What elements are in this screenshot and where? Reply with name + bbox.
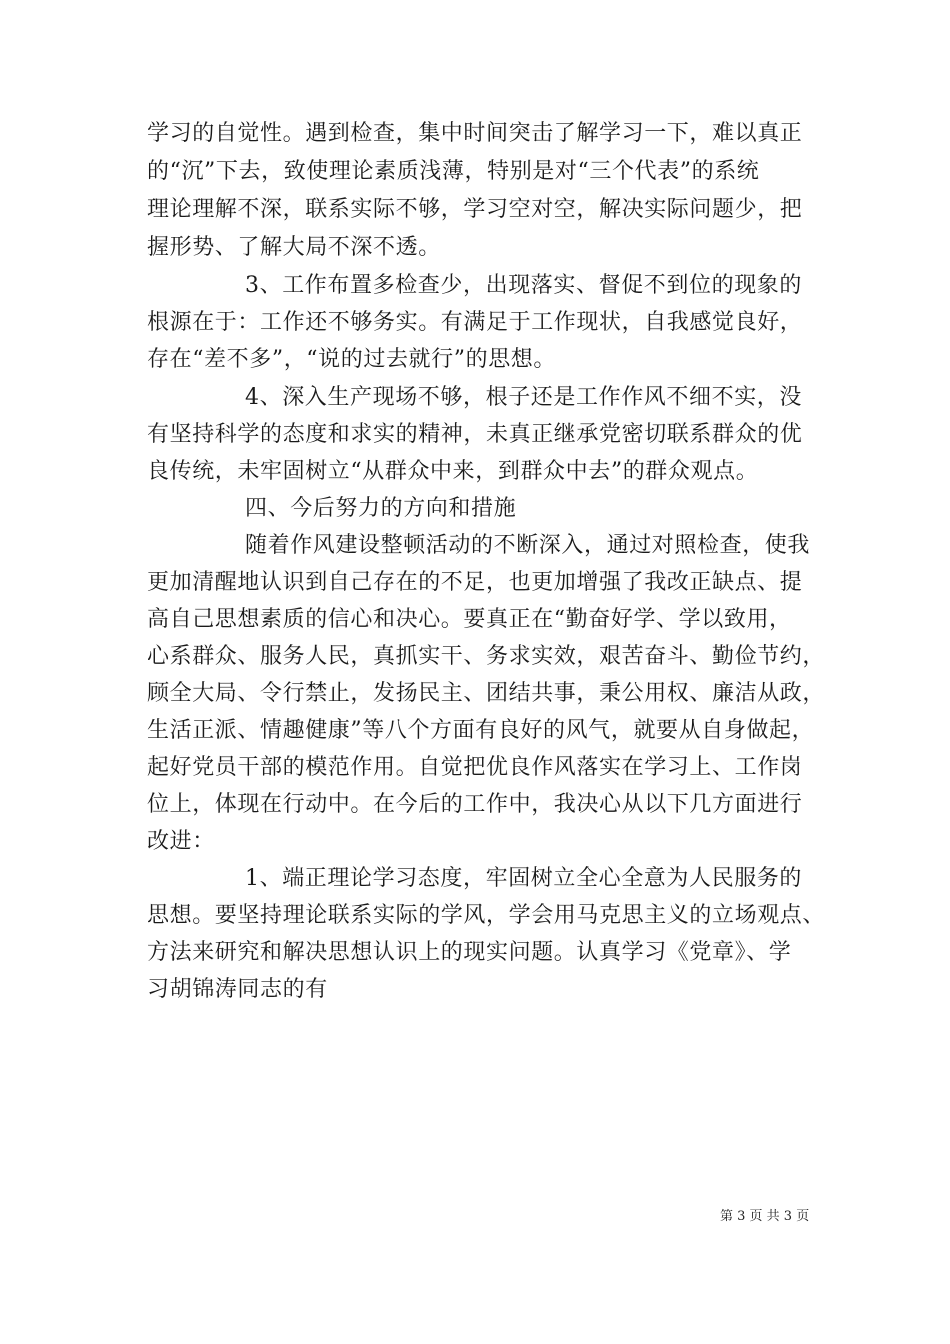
- body-text-line: 生活正派、情趣健康”等八个方面有良好的风气，就要从自身做起，: [147, 718, 815, 743]
- body-text-line: 高自己思想素质的信心和决心。要真正在“勤奋好学、学以致用，: [147, 607, 792, 632]
- body-text-line: 存在“差不多”，“说的过去就行”的思想。: [147, 347, 556, 372]
- body-text-line: 理论理解不深，联系实际不够，学习空对空，解决实际问题少，把: [147, 197, 803, 222]
- body-text-line: 良传统，未牢固树立“从群众中来，到群众中去”的群众观点。: [147, 459, 759, 484]
- body-text-line: 有坚持科学的态度和求实的精神，未真正继承党密切联系群众的优: [147, 422, 803, 447]
- body-text-line: 心系群众、服务人民，真抓实干、务求实效，艰苦奋斗、勤俭节约，: [147, 644, 826, 669]
- body-text-line: 随着作风建设整顿活动的不断深入，通过对照检查，使我: [245, 533, 811, 558]
- body-text-line: 方法来研究和解决思想认识上的现实问题。认真学习《党章》、学: [147, 940, 792, 965]
- body-text-line: 握形势、了解大局不深不透。: [147, 235, 441, 260]
- page-number: 第 3 页 共 3 页: [720, 1209, 810, 1224]
- section-heading: 四、今后努力的方向和措施: [245, 496, 517, 521]
- body-text-line: 起好党员干部的模范作用。自觉把优良作风落实在学习上、工作岗: [147, 755, 803, 780]
- body-text-line: 改进：: [147, 829, 215, 854]
- body-text-line: 3、工作布置多检查少，出现落实、督促不到位的现象的: [245, 273, 802, 298]
- body-text-line: 顾全大局、令行禁止，发扬民主、团结共事，秉公用权、廉洁从政，: [147, 681, 826, 706]
- body-text-line: 习胡锦涛同志的有: [147, 977, 328, 1002]
- body-text-line: 的“沉”下去，致使理论素质浅薄，特别是对“三个代表”的系统: [147, 159, 760, 184]
- body-text-line: 学习的自觉性。遇到检查，集中时间突击了解学习一下，难以真正: [147, 121, 803, 146]
- body-text-line: 更加清醒地认识到自己存在的不足，也更加增强了我改正缺点、提: [147, 570, 803, 595]
- body-text-line: 根源在于：工作还不够务实。有满足于工作现状，自我感觉良好，: [147, 310, 803, 335]
- body-text-line: 4、深入生产现场不够，根子还是工作作风不细不实，没: [245, 385, 802, 410]
- body-text-line: 思想。要坚持理论联系实际的学风，学会用马克思主义的立场观点、: [147, 903, 826, 928]
- body-text-line: 1、端正理论学习态度，牢固树立全心全意为人民服务的: [245, 866, 802, 891]
- body-text-line: 位上，体现在行动中。在今后的工作中，我决心从以下几方面进行: [147, 792, 803, 817]
